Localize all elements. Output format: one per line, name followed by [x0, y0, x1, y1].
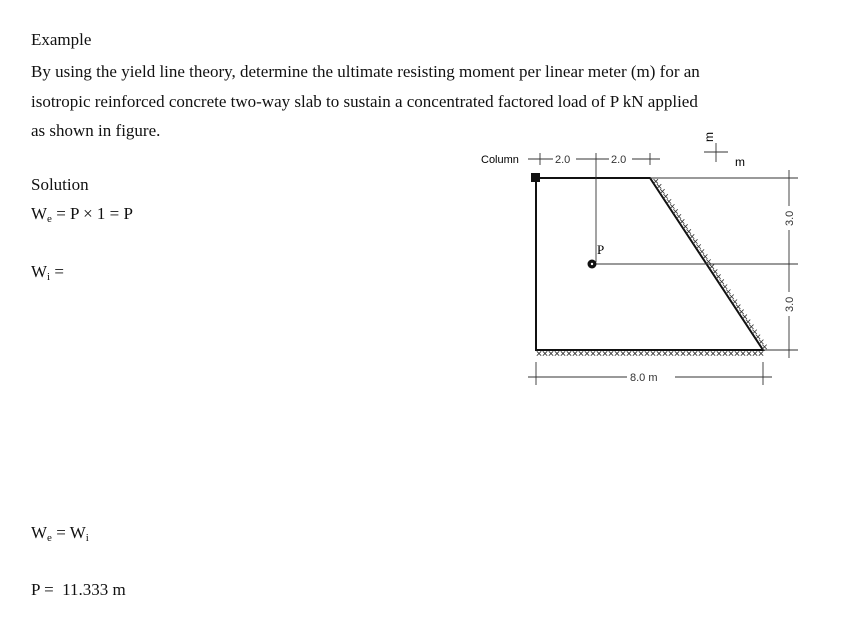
- right-extension-lines: [596, 178, 798, 350]
- we-var: W: [31, 204, 48, 223]
- problem-line: isotropic reinforced concrete two-way slab to sustain a concentrated factored load of P kN applied: [31, 91, 698, 111]
- result-equation: P = 11.333 m: [31, 580, 126, 599]
- we-sub: e: [47, 213, 52, 225]
- solution-heading: Solution: [31, 175, 89, 194]
- wi-rhs: =: [50, 262, 64, 281]
- example-heading: Example: [31, 30, 92, 49]
- moment-symbol: m: [735, 155, 745, 169]
- moment-symbol-rotated: m: [702, 132, 716, 142]
- right-dimension-label-2: 3.0: [784, 296, 796, 312]
- right-dimension-label-1: 3.0: [784, 210, 796, 226]
- load-label: P: [597, 242, 605, 257]
- column-square: [531, 173, 540, 182]
- top-dimension: [528, 153, 660, 165]
- right-dimension: [783, 170, 795, 358]
- balance-lhs-var: W: [31, 523, 48, 542]
- bottom-dimension-label: 8.0 m: [630, 372, 658, 384]
- problem-line: as shown in figure.: [31, 121, 161, 140]
- moment-axis-symbol: [704, 143, 728, 162]
- problem-line: By using the yield line theory, determine the ultimate resisting moment per linear meter (m) for an: [31, 62, 700, 81]
- wi-sub: i: [47, 271, 51, 283]
- balance-rhs-var: W: [69, 523, 86, 542]
- we-rhs: = P × 1 = P: [51, 204, 133, 223]
- bottom-support-hatching: [537, 351, 763, 355]
- wi-var: W: [31, 262, 48, 281]
- balance-eq: =: [51, 523, 70, 542]
- top-dimension-label-1: 2.0: [555, 154, 571, 166]
- top-dimension-label-2: 2.0: [611, 154, 627, 166]
- column-label: Column: [481, 154, 519, 166]
- balance-lhs-sub: e: [47, 532, 52, 544]
- balance-rhs-sub: i: [85, 532, 89, 544]
